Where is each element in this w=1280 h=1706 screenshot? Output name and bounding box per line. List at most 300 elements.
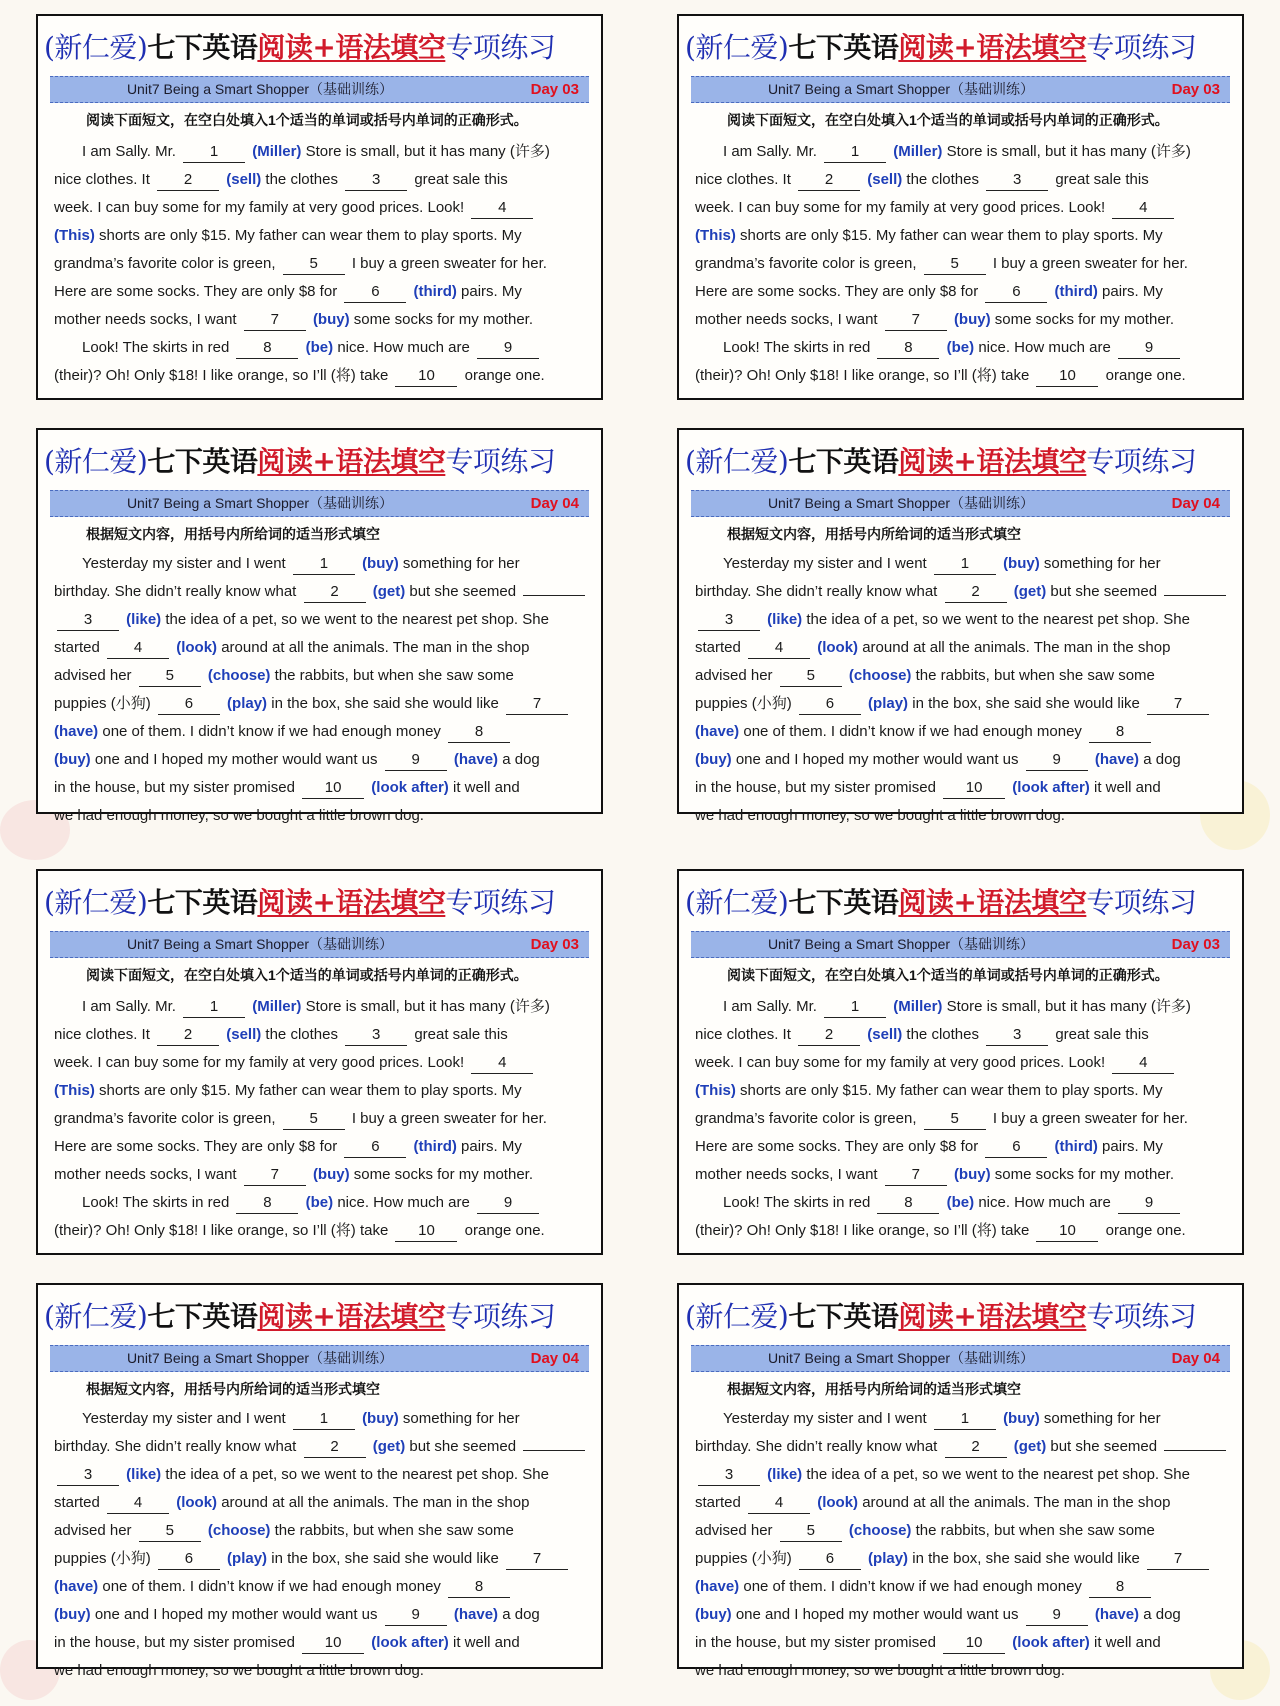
answer-blank[interactable]: 5: [283, 254, 345, 275]
passage-line: [695, 1021, 1235, 1049]
passage-text: in the house, but my sister promised: [695, 779, 936, 796]
answer-blank[interactable]: 10: [302, 1633, 364, 1654]
answer-blank[interactable]: [523, 595, 585, 596]
passage-text: grandma’s favorite color is green,: [695, 1110, 917, 1127]
title-grade: 七下英语: [788, 1300, 899, 1333]
unit-bar: [691, 490, 1230, 517]
word-hint: (like): [126, 611, 162, 628]
word-hint: (choose): [207, 1522, 271, 1539]
answer-blank[interactable]: 7: [885, 1165, 947, 1186]
day-label: Day 04: [530, 1350, 579, 1367]
unit-bar: [691, 1345, 1230, 1372]
passage-line: [695, 1133, 1235, 1161]
title-highlight: 阅读+语法填空: [898, 886, 1087, 919]
passage-text: some socks for my mother.: [353, 1166, 533, 1183]
passage-text: one of them. I didn’t know if we had enough money: [743, 723, 1082, 740]
answer-blank[interactable]: 7: [244, 310, 306, 331]
passage-text: birthday. She didn’t really know what: [695, 1438, 938, 1455]
passage-text: a dog: [502, 1606, 540, 1623]
day-label: Day 03: [1171, 81, 1220, 98]
title-prefix: (新仁爱): [44, 445, 148, 478]
word-hint: (third): [1054, 283, 1098, 300]
answer-blank[interactable]: [1164, 595, 1226, 596]
passage-text: nice clothes. It: [54, 1026, 150, 1043]
unit-label: Unit7 Being a Smart Shopper（基础训练）: [767, 81, 1035, 97]
word-hint: (Miller): [252, 998, 302, 1015]
passage-text: (their)? Oh! Only $18! I like orange, so I’ll (将) take: [695, 1222, 1030, 1239]
passage-text: mother needs socks, I want: [54, 311, 237, 328]
passage-text: pairs. My: [1102, 283, 1163, 300]
passage-text: around at all the animals. The man in the shop: [221, 639, 530, 656]
answer-blank[interactable]: 9: [477, 1193, 539, 1214]
exercise-card-day04: [36, 1283, 603, 1679]
answer-blank[interactable]: 1: [293, 554, 355, 575]
passage-text: it well and: [1093, 779, 1161, 796]
passage-text: I am Sally. Mr.: [723, 143, 817, 160]
passage-text: the idea of a pet, so we went to the nearest pet shop. She: [165, 611, 549, 628]
passage-text: (their)? Oh! Only $18! I like orange, so I’ll (将) take: [54, 1222, 389, 1239]
passage-text: puppies (小狗): [54, 695, 151, 712]
title-suffix: 专项练习: [445, 1300, 556, 1333]
passage-line: [54, 550, 594, 578]
answer-blank[interactable]: 6: [799, 1549, 861, 1570]
passage-line: [695, 138, 1235, 166]
passage-text: started: [54, 639, 100, 656]
passage-text: one of them. I didn’t know if we had enough money: [102, 1578, 441, 1595]
passage-text: it well and: [452, 1634, 520, 1651]
answer-blank[interactable]: 8: [448, 722, 510, 743]
word-hint: (look after): [371, 779, 449, 796]
answer-blank[interactable]: 5: [139, 1521, 201, 1542]
passage-line: [695, 606, 1235, 634]
passage-line: [695, 746, 1235, 774]
passage-line: [54, 634, 594, 662]
title-suffix: 专项练习: [1086, 445, 1197, 478]
answer-blank[interactable]: 10: [395, 1221, 457, 1242]
answer-blank[interactable]: 9: [385, 1605, 447, 1626]
passage-line: [695, 578, 1235, 606]
passage-text: Here are some socks. They are only $8 for: [695, 283, 979, 300]
passage-text: pairs. My: [1102, 1138, 1163, 1155]
word-hint: (have): [54, 1578, 99, 1595]
answer-blank[interactable]: 10: [943, 778, 1005, 799]
word-hint: (third): [1054, 1138, 1098, 1155]
word-hint: (play): [868, 1550, 909, 1567]
passage-line: [54, 993, 594, 1021]
passage-line: [54, 690, 594, 718]
answer-blank[interactable]: 2: [945, 582, 1007, 603]
word-hint: (like): [767, 611, 803, 628]
passage-line: [695, 1489, 1235, 1517]
answer-blank[interactable]: 1: [183, 142, 245, 163]
passage-text: in the house, but my sister promised: [695, 1634, 936, 1651]
title-suffix: 专项练习: [445, 445, 556, 478]
passage-line: [695, 1573, 1235, 1601]
passage-line: [695, 1433, 1235, 1461]
passage-text: week. I can buy some for my family at very good prices. Look!: [54, 1054, 465, 1071]
answer-blank[interactable]: 7: [885, 310, 947, 331]
answer-blank[interactable]: 2: [798, 1025, 860, 1046]
title-highlight: 阅读+语法填空: [257, 31, 446, 64]
answer-blank[interactable]: 10: [943, 1633, 1005, 1654]
passage-text: mother needs socks, I want: [695, 1166, 878, 1183]
answer-blank[interactable]: 4: [471, 198, 533, 219]
word-hint: (look after): [1012, 779, 1090, 796]
word-hint: (buy): [953, 311, 991, 328]
answer-blank[interactable]: 5: [924, 254, 986, 275]
exercise-card-day04: [677, 428, 1244, 824]
word-hint: (buy): [54, 751, 91, 768]
answer-blank[interactable]: 2: [798, 170, 860, 191]
word-hint: (have): [453, 751, 499, 768]
answer-blank[interactable]: 3: [698, 1465, 760, 1486]
title-highlight: 阅读+语法填空: [898, 1300, 1087, 1333]
title-prefix: (新仁爱): [44, 886, 148, 919]
title-grade: 七下英语: [147, 445, 258, 478]
answer-blank[interactable]: 3: [345, 170, 407, 191]
title-grade: 七下英语: [147, 31, 258, 64]
title-highlight: 阅读+语法填空: [257, 1300, 446, 1333]
title-highlight: 阅读+语法填空: [898, 445, 1087, 478]
word-hint: (This): [54, 227, 95, 244]
passage-line: [695, 362, 1235, 390]
passage-line: [695, 1545, 1235, 1573]
passage-text: but she seemed: [409, 583, 517, 600]
answer-blank[interactable]: [523, 1450, 585, 1451]
passage-text: nice. How much are: [978, 339, 1111, 356]
answer-blank[interactable]: 8: [236, 338, 298, 359]
word-hint: (buy): [695, 1606, 732, 1623]
word-hint: (get): [1013, 583, 1047, 600]
word-hint: (sell): [226, 171, 262, 188]
passage-line: [695, 1189, 1235, 1217]
word-hint: (Miller): [893, 998, 943, 1015]
passage-text: it well and: [452, 779, 520, 796]
answer-blank[interactable]: [1164, 1450, 1226, 1451]
passage: [695, 138, 1235, 390]
passage-text: it well and: [1093, 1634, 1161, 1651]
answer-blank[interactable]: 5: [283, 1109, 345, 1130]
answer-blank[interactable]: 3: [698, 610, 760, 631]
passage-line: [54, 1133, 594, 1161]
answer-blank[interactable]: 8: [1089, 722, 1151, 743]
passage-text: something for her: [1043, 555, 1161, 572]
unit-label: Unit7 Being a Smart Shopper（基础训练）: [767, 1350, 1035, 1366]
answer-blank[interactable]: 6: [344, 282, 406, 303]
passage-text: great sale this: [1055, 1026, 1149, 1043]
word-hint: (look): [817, 639, 859, 656]
day-label: Day 04: [1171, 1350, 1220, 1367]
passage-text: Store is small, but it has many (许多): [946, 998, 1191, 1015]
instruction: 阅读下面短文，在空白处填入1个适当的单词或括号内单词的正确形式。: [86, 967, 528, 983]
answer-blank[interactable]: 2: [304, 582, 366, 603]
passage-line: [54, 250, 594, 278]
passage-line: [54, 662, 594, 690]
exercise-card-day04: [36, 428, 603, 824]
passage-line: [54, 362, 594, 390]
passage-text: advised her: [695, 667, 773, 684]
passage-text: (their)? Oh! Only $18! I like orange, so I’ll (将) take: [54, 367, 389, 384]
exercise-card-day03: [677, 869, 1244, 1255]
word-hint: (like): [767, 1466, 803, 1483]
word-hint: (be): [305, 1194, 334, 1211]
card-title: [685, 1297, 1238, 1337]
passage-line: [695, 1077, 1235, 1105]
answer-blank[interactable]: 8: [448, 1577, 510, 1598]
card-title: [44, 28, 597, 68]
passage-text: grandma’s favorite color is green,: [54, 1110, 276, 1127]
passage-line: [54, 1217, 594, 1245]
passage-line: [695, 1461, 1235, 1489]
answer-blank[interactable]: 8: [877, 1193, 939, 1214]
answer-blank[interactable]: 9: [1118, 338, 1180, 359]
passage-line: [54, 1629, 594, 1657]
passage-text: a dog: [1143, 751, 1181, 768]
passage-line: [54, 306, 594, 334]
answer-blank[interactable]: 1: [824, 997, 886, 1018]
title-prefix: (新仁爱): [685, 1300, 789, 1333]
answer-blank[interactable]: 4: [107, 638, 169, 659]
answer-blank[interactable]: 7: [1147, 694, 1209, 715]
title-prefix: (新仁爱): [685, 886, 789, 919]
word-hint: (choose): [848, 1522, 912, 1539]
unit-bar: [691, 931, 1230, 958]
card-title: [44, 442, 597, 482]
passage-line: [695, 662, 1235, 690]
passage-text: the clothes: [265, 1026, 338, 1043]
passage-text: Look! The skirts in red: [82, 339, 230, 356]
title-prefix: (新仁爱): [44, 31, 148, 64]
word-hint: (look): [176, 639, 218, 656]
passage-line: [695, 1629, 1235, 1657]
answer-blank[interactable]: 1: [934, 1409, 996, 1430]
passage-line: [54, 1077, 594, 1105]
answer-blank[interactable]: 7: [244, 1165, 306, 1186]
title-grade: 七下英语: [147, 886, 258, 919]
passage-line: [54, 1049, 594, 1077]
passage-line: [695, 166, 1235, 194]
unit-label: Unit7 Being a Smart Shopper（基础训练）: [126, 936, 394, 952]
answer-blank[interactable]: 8: [236, 1193, 298, 1214]
answer-blank[interactable]: 5: [780, 1521, 842, 1542]
passage-text: some socks for my mother.: [994, 311, 1174, 328]
answer-blank[interactable]: 3: [57, 610, 119, 631]
day-label: Day 03: [530, 81, 579, 98]
word-hint: (be): [946, 339, 975, 356]
unit-label: Unit7 Being a Smart Shopper（基础训练）: [126, 81, 394, 97]
word-hint: (have): [453, 1606, 499, 1623]
answer-blank[interactable]: 1: [183, 997, 245, 1018]
title-prefix: (新仁爱): [44, 1300, 148, 1333]
passage-line: [54, 334, 594, 362]
instruction: 阅读下面短文，在空白处填入1个适当的单词或括号内单词的正确形式。: [86, 112, 528, 128]
answer-blank[interactable]: 5: [139, 666, 201, 687]
passage-text: the clothes: [906, 171, 979, 188]
answer-blank[interactable]: 8: [1089, 1577, 1151, 1598]
passage-text: shorts are only $15. My father can wear them to play sports. My: [99, 227, 522, 244]
answer-blank[interactable]: 6: [985, 282, 1047, 303]
passage-text: grandma’s favorite color is green,: [54, 255, 276, 272]
passage-text: puppies (小狗): [54, 1550, 151, 1567]
exercise-card-day03: [36, 14, 603, 400]
answer-blank[interactable]: 4: [107, 1493, 169, 1514]
passage-text: in the box, she said she would like: [912, 695, 1140, 712]
answer-blank[interactable]: 10: [1036, 366, 1098, 387]
passage-line: [54, 1657, 594, 1685]
word-hint: (sell): [867, 1026, 903, 1043]
unit-bar: [50, 1345, 589, 1372]
passage-text: pairs. My: [461, 283, 522, 300]
answer-blank[interactable]: 2: [157, 1025, 219, 1046]
answer-blank[interactable]: 2: [304, 1437, 366, 1458]
passage-line: [695, 1161, 1235, 1189]
title-prefix: (新仁爱): [685, 445, 789, 478]
answer-blank[interactable]: 3: [986, 170, 1048, 191]
answer-blank[interactable]: 9: [385, 750, 447, 771]
title-grade: 七下英语: [788, 445, 899, 478]
passage-text: around at all the animals. The man in the shop: [221, 1494, 530, 1511]
passage-text: one and I hoped my mother would want us: [735, 751, 1019, 768]
answer-blank[interactable]: 7: [506, 1549, 568, 1570]
passage-line: [54, 1573, 594, 1601]
answer-blank[interactable]: 3: [57, 1465, 119, 1486]
passage-text: great sale this: [1055, 171, 1149, 188]
passage-line: [695, 1517, 1235, 1545]
answer-blank[interactable]: 6: [158, 1549, 220, 1570]
word-hint: (buy): [362, 555, 399, 572]
word-hint: (Miller): [252, 143, 302, 160]
word-hint: (buy): [1003, 1410, 1040, 1427]
answer-blank[interactable]: 6: [158, 694, 220, 715]
passage-text: one of them. I didn’t know if we had enough money: [102, 723, 441, 740]
word-hint: (have): [695, 723, 740, 740]
passage-line: [54, 718, 594, 746]
passage-text: nice. How much are: [337, 1194, 470, 1211]
word-hint: (buy): [54, 1606, 91, 1623]
instruction: 根据短文内容，用括号内所给词的适当形式填空: [727, 526, 1021, 542]
passage-text: mother needs socks, I want: [695, 311, 878, 328]
word-hint: (sell): [226, 1026, 262, 1043]
passage-text: something for her: [1043, 1410, 1161, 1427]
passage-text: week. I can buy some for my family at very good prices. Look!: [54, 199, 465, 216]
answer-blank[interactable]: 4: [1112, 1053, 1174, 1074]
passage-text: Store is small, but it has many (许多): [305, 998, 550, 1015]
passage-text: nice. How much are: [337, 339, 470, 356]
passage-line: [695, 718, 1235, 746]
passage-text: Here are some socks. They are only $8 for: [54, 283, 338, 300]
word-hint: (buy): [312, 1166, 350, 1183]
unit-bar: [50, 76, 589, 103]
passage-text: mother needs socks, I want: [54, 1166, 237, 1183]
passage-text: great sale this: [414, 171, 508, 188]
answer-blank[interactable]: 9: [1026, 750, 1088, 771]
answer-blank[interactable]: 9: [477, 338, 539, 359]
word-hint: (get): [372, 583, 406, 600]
word-hint: (get): [372, 1438, 406, 1455]
word-hint: (buy): [953, 1166, 991, 1183]
answer-blank[interactable]: 7: [506, 694, 568, 715]
word-hint: (buy): [1003, 555, 1040, 572]
answer-blank[interactable]: 1: [293, 1409, 355, 1430]
card-title: [685, 28, 1238, 68]
answer-blank[interactable]: 1: [934, 554, 996, 575]
passage-text: started: [54, 1494, 100, 1511]
word-hint: (sell): [867, 171, 903, 188]
title-suffix: 专项练习: [445, 31, 556, 64]
answer-blank[interactable]: 5: [924, 1109, 986, 1130]
passage-text: but she seemed: [409, 1438, 517, 1455]
word-hint: (be): [305, 339, 334, 356]
answer-blank[interactable]: 9: [1026, 1605, 1088, 1626]
passage-text: Yesterday my sister and I went: [82, 1410, 286, 1427]
passage-text: great sale this: [414, 1026, 508, 1043]
answer-blank[interactable]: 6: [985, 1137, 1047, 1158]
passage: [54, 1405, 594, 1685]
answer-blank[interactable]: 7: [1147, 1549, 1209, 1570]
answer-blank[interactable]: 4: [748, 638, 810, 659]
passage-text: in the box, she said she would like: [912, 1550, 1140, 1567]
answer-blank[interactable]: 3: [345, 1025, 407, 1046]
answer-blank[interactable]: 1: [824, 142, 886, 163]
instruction: 阅读下面短文，在空白处填入1个适当的单词或括号内单词的正确形式。: [727, 112, 1169, 128]
answer-blank[interactable]: 6: [344, 1137, 406, 1158]
passage-text: the idea of a pet, so we went to the nearest pet shop. She: [806, 1466, 1190, 1483]
passage-text: I buy a green sweater for her.: [351, 255, 547, 272]
instruction: 阅读下面短文，在空白处填入1个适当的单词或括号内单词的正确形式。: [727, 967, 1169, 983]
passage-text: nice. How much are: [978, 1194, 1111, 1211]
passage-text: nice clothes. It: [695, 171, 791, 188]
answer-blank[interactable]: 4: [1112, 198, 1174, 219]
answer-blank[interactable]: 5: [780, 666, 842, 687]
passage-line: [695, 993, 1235, 1021]
title-highlight: 阅读+语法填空: [898, 31, 1087, 64]
answer-blank[interactable]: 2: [945, 1437, 1007, 1458]
passage-line: [54, 606, 594, 634]
passage-text: in the box, she said she would like: [271, 1550, 499, 1567]
passage-text: a dog: [1143, 1606, 1181, 1623]
answer-blank[interactable]: 9: [1118, 1193, 1180, 1214]
passage-text: the idea of a pet, so we went to the nearest pet shop. She: [165, 1466, 549, 1483]
answer-blank[interactable]: 10: [302, 778, 364, 799]
passage-text: I am Sally. Mr.: [82, 998, 176, 1015]
word-hint: (third): [413, 283, 457, 300]
word-hint: (Miller): [893, 143, 943, 160]
answer-blank[interactable]: 3: [986, 1025, 1048, 1046]
passage-text: around at all the animals. The man in the shop: [862, 639, 1171, 656]
day-label: Day 03: [530, 936, 579, 953]
passage-text: started: [695, 1494, 741, 1511]
answer-blank[interactable]: 2: [157, 170, 219, 191]
passage-line: [695, 634, 1235, 662]
answer-blank[interactable]: 4: [748, 1493, 810, 1514]
answer-blank[interactable]: 6: [799, 694, 861, 715]
passage-line: [54, 1461, 594, 1489]
answer-blank[interactable]: 8: [877, 338, 939, 359]
passage-text: Here are some socks. They are only $8 for: [695, 1138, 979, 1155]
unit-label: Unit7 Being a Smart Shopper（基础训练）: [126, 1350, 394, 1366]
passage: [695, 993, 1235, 1245]
passage: [695, 1405, 1235, 1685]
passage-text: in the box, she said she would like: [271, 695, 499, 712]
passage-text: the clothes: [906, 1026, 979, 1043]
card-title: [44, 883, 597, 923]
answer-blank[interactable]: 10: [1036, 1221, 1098, 1242]
title-grade: 七下英语: [788, 886, 899, 919]
passage-line: [695, 802, 1235, 830]
answer-blank[interactable]: 4: [471, 1053, 533, 1074]
word-hint: (play): [227, 1550, 268, 1567]
answer-blank[interactable]: 10: [395, 366, 457, 387]
